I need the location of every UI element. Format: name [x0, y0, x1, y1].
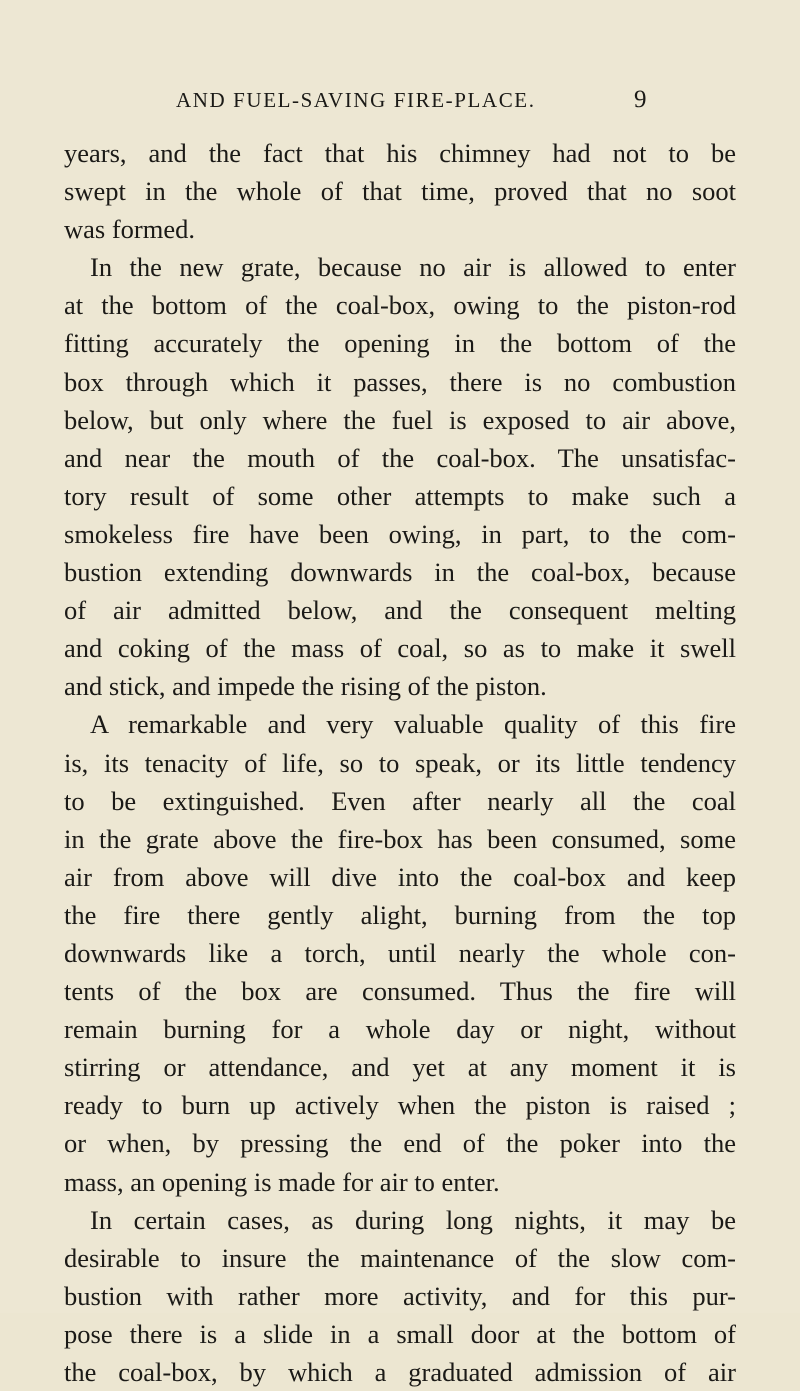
- text-line: is, its tenacity of life, so to speak, or its little tendency: [64, 747, 736, 778]
- text-line: A remarkable and very valuable quality of this fire: [90, 709, 736, 740]
- text-line: and coking of the mass of coal, so as to make it swell: [64, 633, 736, 664]
- text-line: below, but only where the fuel is exposed to air above,: [64, 404, 736, 435]
- text-line: ready to burn up actively when the piston is raised ;: [64, 1090, 736, 1121]
- text-line: was formed.: [64, 214, 195, 245]
- text-line: to be extinguished. Even after nearly all the coal: [64, 785, 736, 816]
- text-line: or when, by pressing the end of the poker into the: [64, 1128, 736, 1159]
- text-line: tents of the box are consumed. Thus the fire will: [64, 976, 736, 1007]
- text-line: years, and the fact that his chimney had not to be: [64, 138, 736, 168]
- text-line: bustion extending downwards in the coal-box, because: [64, 557, 736, 588]
- text-line: and near the mouth of the coal-box. The unsatisfac-: [64, 442, 736, 473]
- text-line: downwards like a torch, until nearly the whole con-: [64, 937, 736, 968]
- page-number: 9: [634, 86, 647, 113]
- body-text: [64, 134, 736, 1391]
- text-line: swept in the whole of that time, proved that no soot: [64, 176, 736, 207]
- text-line: fitting accurately the opening in the bottom of the: [64, 328, 736, 359]
- text-line: remain burning for a whole day or night, without: [64, 1014, 736, 1045]
- text-line: box through which it passes, there is no combustion: [64, 366, 736, 397]
- text-line: the coal-box, by which a graduated admission of air: [64, 1357, 736, 1387]
- text-line: bustion with rather more activity, and for this pur-: [64, 1280, 736, 1311]
- text-line: desirable to insure the maintenance of the slow com-: [64, 1242, 736, 1273]
- text-line: smokeless fire have been owing, in part, to the com-: [64, 518, 736, 549]
- text-line: at the bottom of the coal-box, owing to the piston-rod: [64, 290, 736, 321]
- text-line: In the new grate, because no air is allowed to enter: [90, 252, 736, 283]
- text-line: of air admitted below, and the consequent melting: [64, 595, 736, 626]
- text-line: and stick, and impede the rising of the piston.: [64, 671, 547, 702]
- text-line: mass, an opening is made for air to enter.: [64, 1166, 500, 1197]
- running-head: AND FUEL-SAVING FIRE-PLACE.: [176, 88, 536, 112]
- text-line: air from above will dive into the coal-box and keep: [64, 861, 736, 892]
- text-line: in the grate above the fire-box has been consumed, some: [64, 823, 736, 854]
- text-line: stirring or attendance, and yet at any moment it is: [64, 1052, 736, 1083]
- text-line: the fire there gently alight, burning from the top: [64, 899, 736, 930]
- text-line: In certain cases, as during long nights, it may be: [90, 1204, 736, 1235]
- text-line: tory result of some other attempts to make such a: [64, 480, 736, 511]
- text-line: pose there is a slide in a small door at the bottom of: [64, 1318, 736, 1349]
